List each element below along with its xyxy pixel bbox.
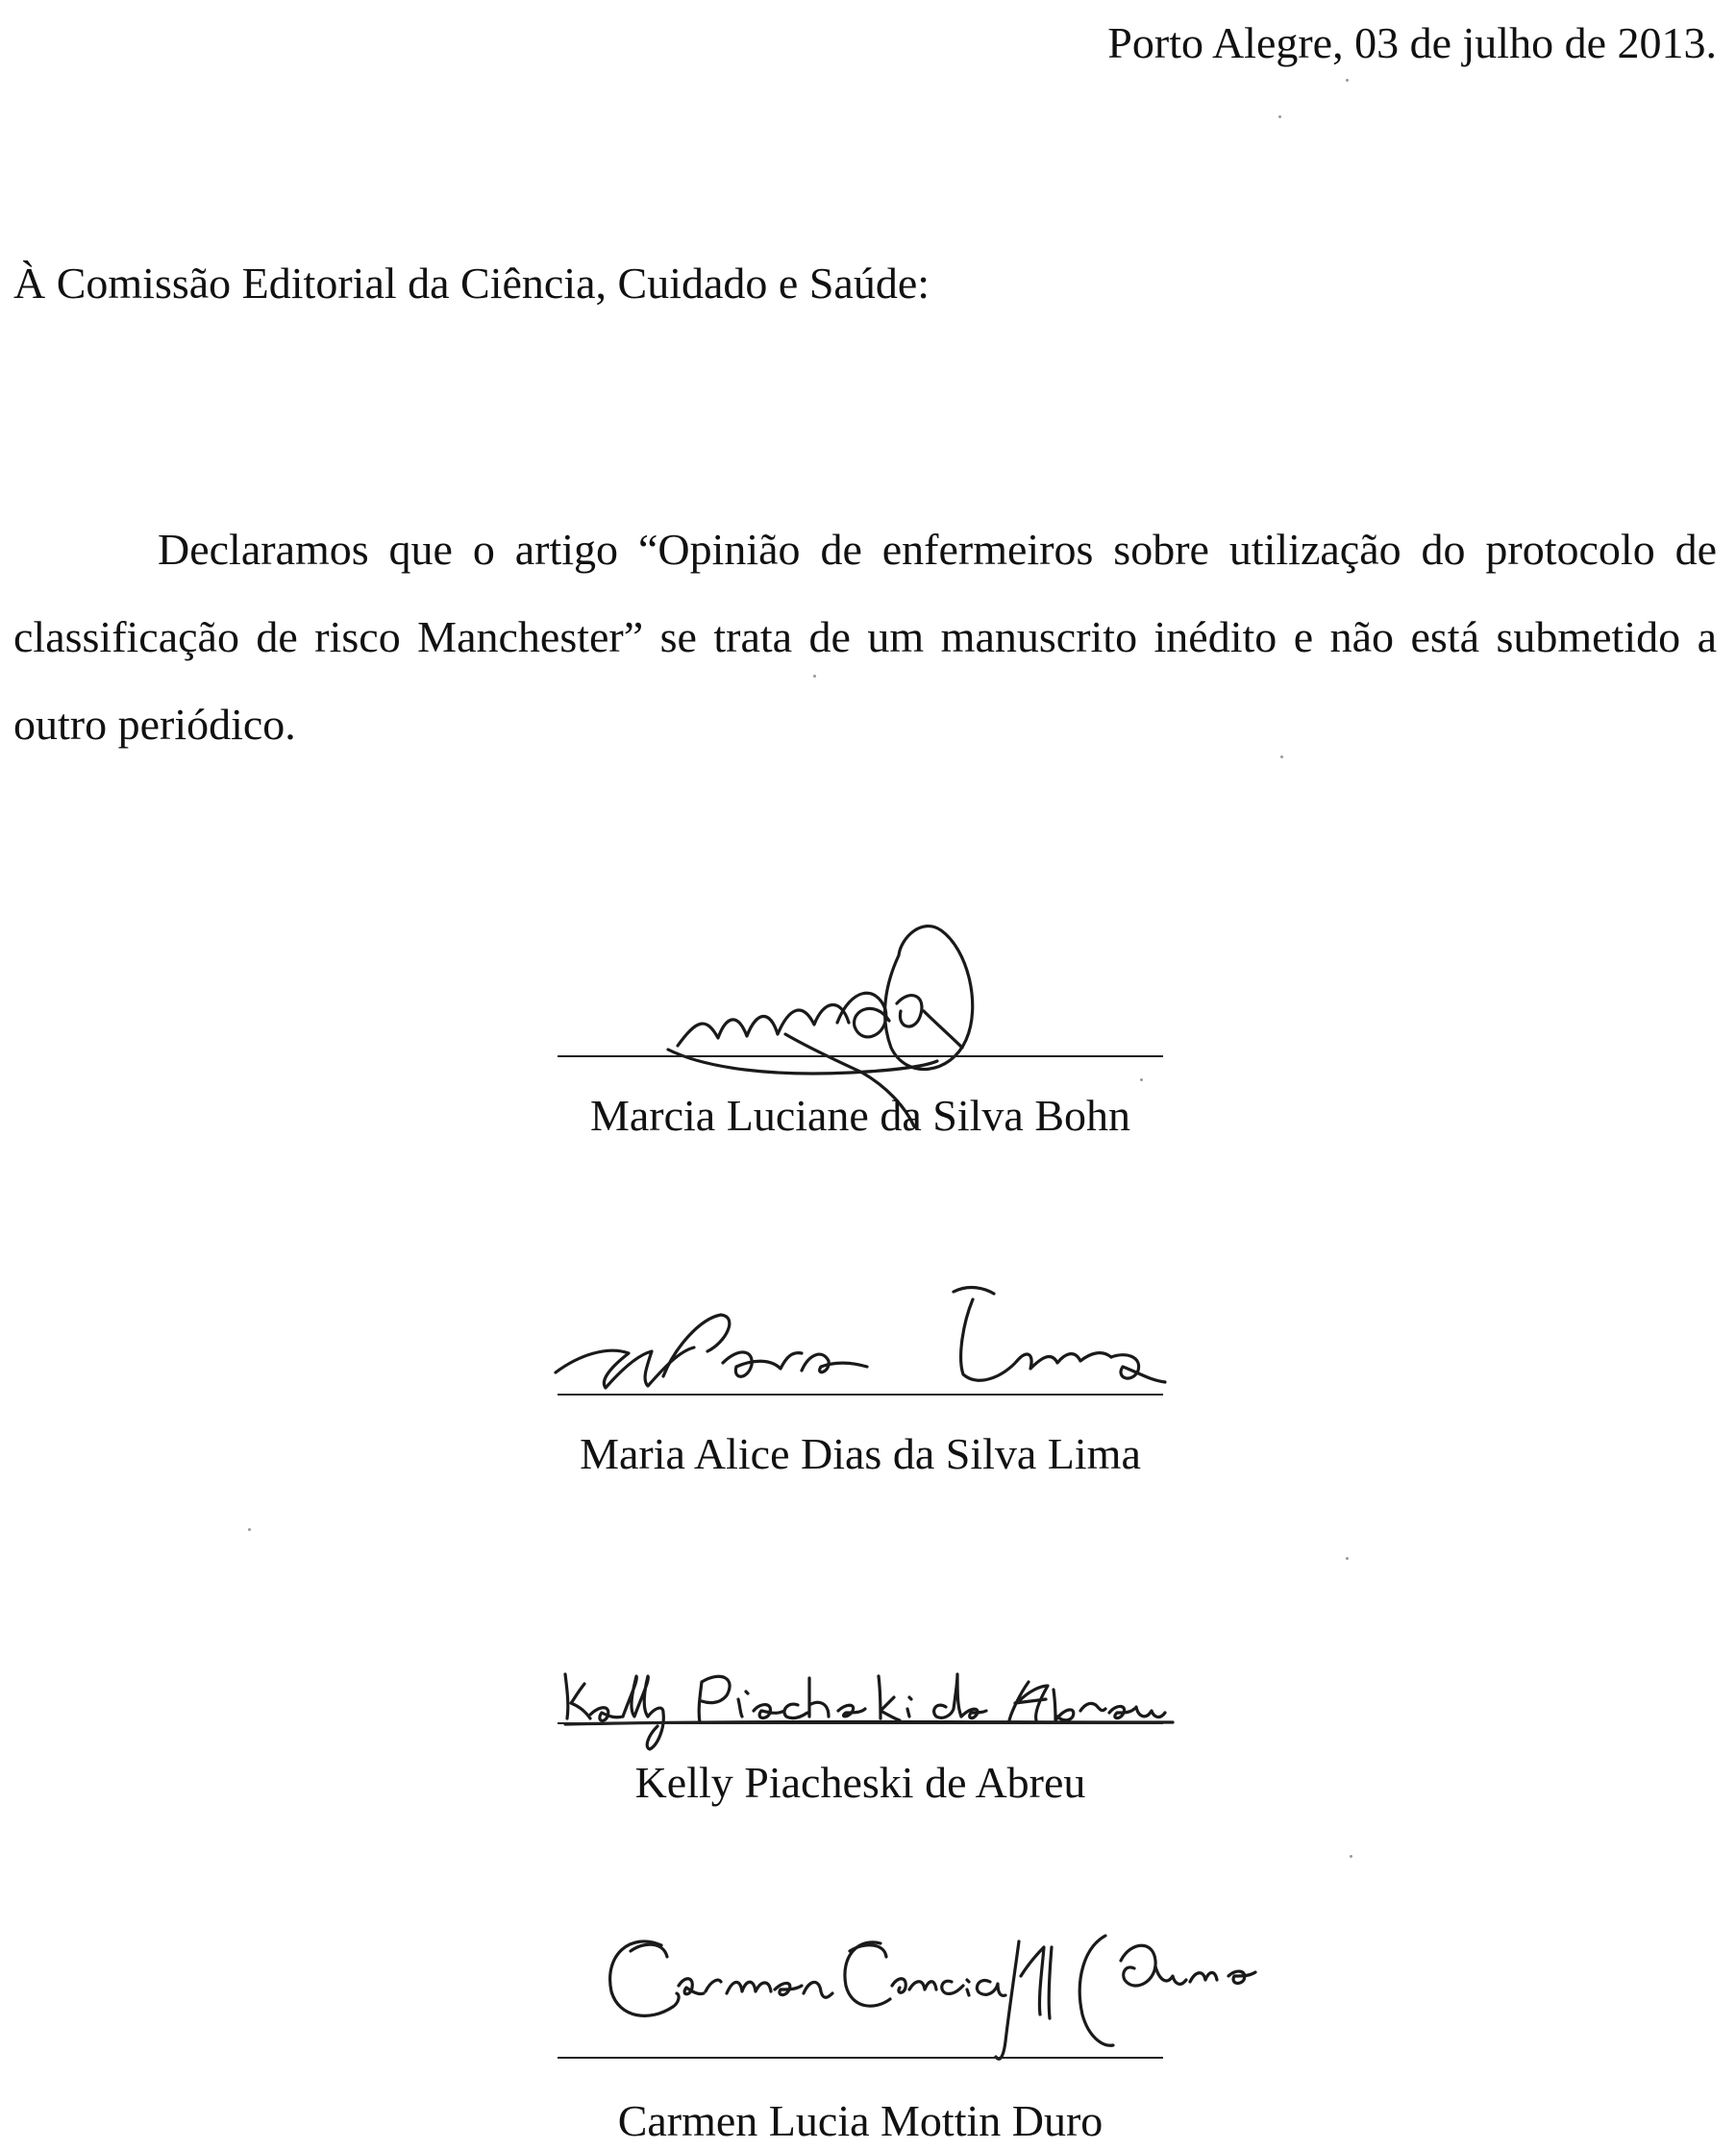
- signature-block-4: [558, 1922, 1163, 2150]
- handwritten-signature-2: [550, 1280, 1223, 1396]
- handwritten-signature-3: [558, 1653, 1192, 1759]
- place-and-date: Porto Alegre, 03 de julho de 2013.: [1107, 18, 1717, 67]
- addressee-line: À Comissão Editorial da Ciência, Cuidado e Saúde:: [13, 259, 930, 308]
- scan-speck: [1346, 79, 1349, 82]
- handwritten-signature-4: [586, 1922, 1375, 2066]
- signature-line-4: [558, 2057, 1163, 2059]
- signatory-name-2: Maria Alice Dias da Silva Lima: [580, 1429, 1141, 1478]
- signatory-name-4: Carmen Lucia Mottin Duro: [617, 2096, 1104, 2145]
- signature-line-1: [558, 1055, 1163, 1057]
- signatory-name-3: Kelly Piacheski de Abreu: [634, 1758, 1086, 1807]
- signature-block-3: [558, 1634, 1163, 1826]
- signature-line-2: [558, 1394, 1163, 1396]
- scan-speck: [1346, 1557, 1349, 1560]
- signatory-name-1: Marcia Luciane da Silva Bohn: [589, 1091, 1131, 1140]
- scan-speck: [1278, 115, 1281, 118]
- scan-speck: [1350, 1855, 1352, 1858]
- signature-block-2: [558, 1269, 1163, 1480]
- scan-speck: [248, 1528, 251, 1531]
- declaration-paragraph: Declaramos que o artigo “Opinião de enfermeiros sobre utilização do protocolo de classificação de risco Manchester” se trata de um manuscrito inédito e não está submetido a outro periódico.: [13, 525, 1717, 749]
- signature-line-3: [558, 1722, 1163, 1724]
- signature-block-1: [558, 903, 1163, 1153]
